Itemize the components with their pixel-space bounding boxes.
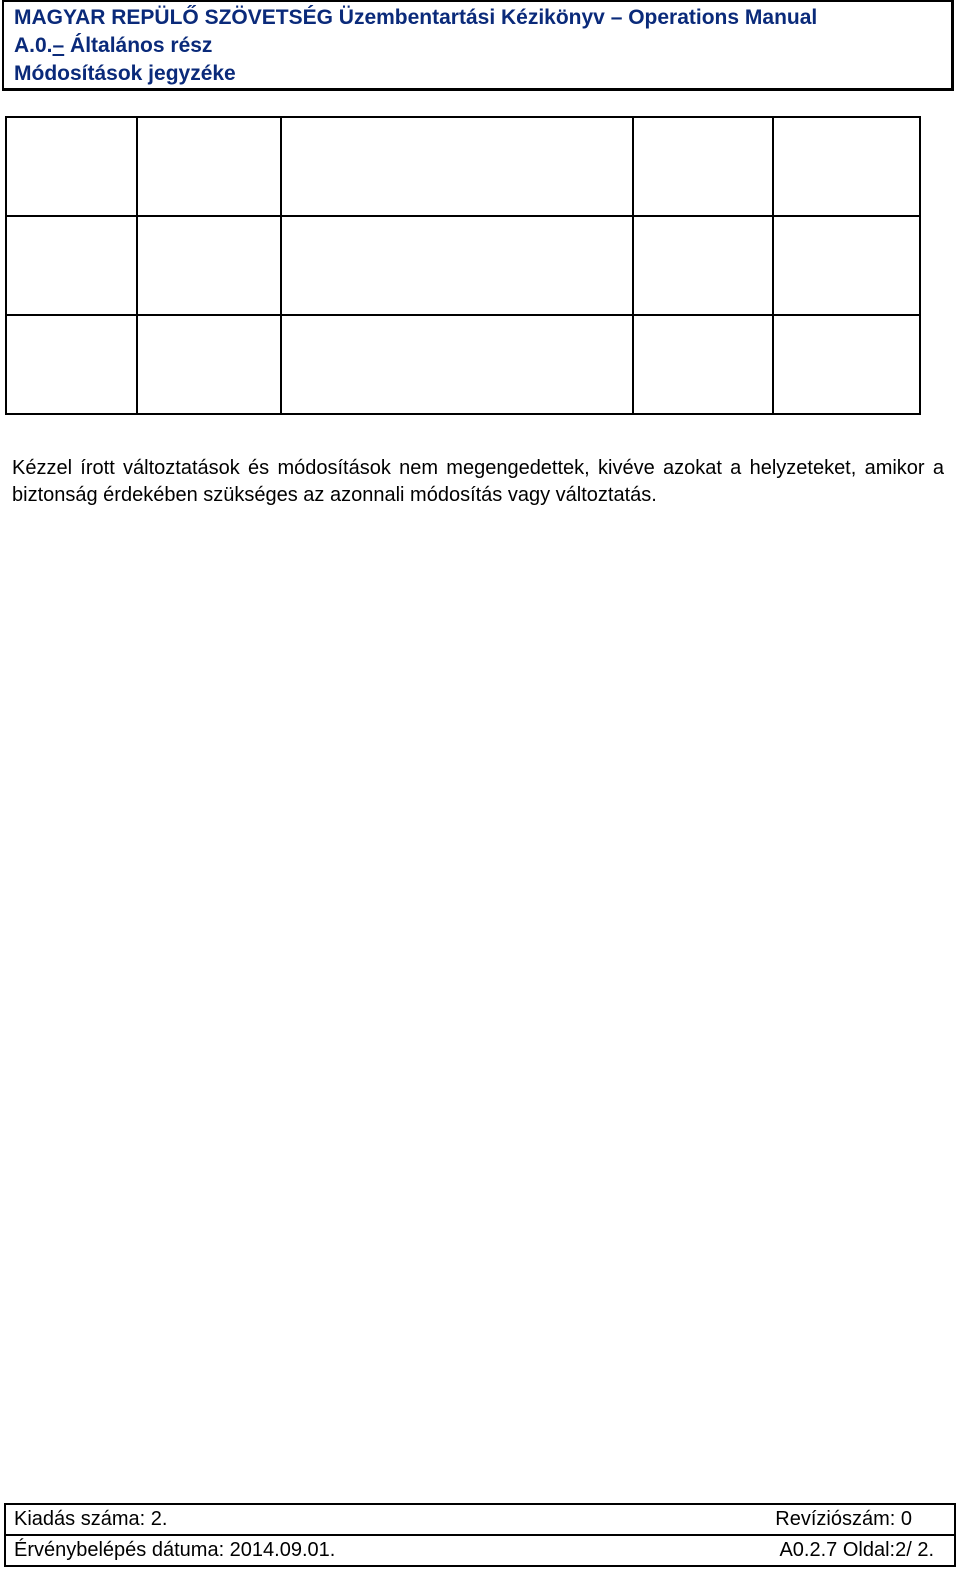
table-cell	[773, 216, 920, 315]
document-footer	[4, 1503, 956, 1567]
header-title: MAGYAR REPÜLŐ SZÖVETSÉG Üzembentartási Kézikönyv – Operations Manual	[14, 6, 818, 29]
issue-number: Kiadás száma: 2.	[14, 1508, 168, 1530]
revision-number: Revíziószám: 0	[775, 1508, 912, 1530]
footer-row-date	[6, 1534, 954, 1565]
header-subtitle: Módosítások jegyzéke	[14, 62, 236, 85]
footer-row-issue	[6, 1505, 954, 1534]
table-cell	[281, 216, 633, 315]
table-row	[6, 315, 924, 414]
table-cell	[281, 117, 633, 216]
page-reference: A0.2.7 Oldal:2/ 2.	[779, 1539, 934, 1561]
table-cell	[633, 216, 773, 315]
table-cell	[773, 315, 920, 414]
table-cell	[281, 315, 633, 414]
table-cell	[137, 216, 281, 315]
document-header	[2, 0, 954, 91]
header-section-dash: –	[52, 34, 65, 57]
effective-date: Érvénybelépés dátuma: 2014.09.01.	[14, 1539, 336, 1561]
table-row	[6, 117, 924, 216]
table-cell	[6, 315, 137, 414]
table-cell	[633, 117, 773, 216]
table-cell	[773, 117, 920, 216]
table-cell	[633, 315, 773, 414]
table-cell	[137, 117, 281, 216]
table-row	[6, 216, 924, 315]
table-cell	[6, 216, 137, 315]
header-section	[14, 34, 212, 58]
handwritten-changes-notice: Kézzel írott változtatások és módosítások nem megengedettek, kivéve azokat a helyzeteket, amikor a biztonság érdekében szükséges az azonnali módosítás vagy változtatás.	[12, 457, 944, 506]
modifications-table	[5, 116, 925, 415]
header-section-name: Általános rész	[64, 34, 213, 57]
header-section-number: A.0.	[14, 34, 53, 57]
table-cell	[137, 315, 281, 414]
table-cell	[6, 117, 137, 216]
